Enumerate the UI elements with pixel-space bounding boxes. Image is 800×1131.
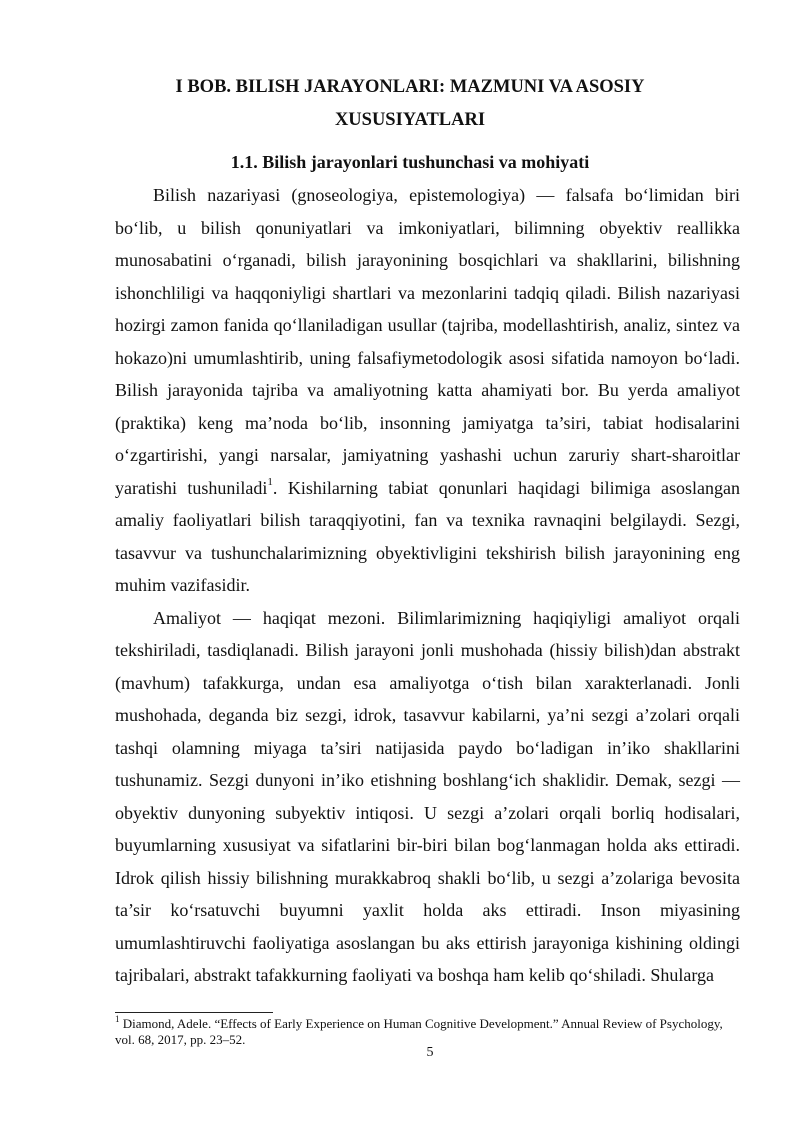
chapter-title-line-1: I BOB. BILISH JARAYONLARI: MAZMUNI VA ASOSIY: [175, 77, 645, 97]
paragraph-1: [115, 179, 740, 602]
chapter-title-line-2: XUSUSIYATLARI: [334, 110, 486, 130]
paragraph-1-part-2: . Kishilarning tabiat qonunlari haqidagi bilimiga asoslangan amaliy faoliyatlari bilish taraqqiyotini, fan va texnika ravnaqini belgilaydi. Sezgi, tasavvur va tushunchalarimizning obyektivligini tekshirish bilish jarayonining eng muhim vazifasidir.: [115, 477, 740, 595]
footnote-number: 1: [115, 1013, 120, 1024]
body-text: [115, 179, 740, 992]
footnote: [115, 1013, 745, 1048]
section-heading: 1.1. Bilish jarayonlari tushunchasi va mohiyati: [230, 152, 590, 172]
footnote-text: Diamond, Adele. “Effects of Early Experience on Human Cognitive Development.” Annual Review of Psychology, vol. 68, 2017, pp. 23–52.: [115, 1016, 723, 1047]
paragraph-1-part-1: Bilish nazariyasi (gnoseologiya, epistemologiya) — falsafa bo‘limidan biri bo‘lib, u bilish qonuniyatlari va imkoniyatlari, bilimning obyektiv reallikka munosabatini o‘rganadi, bilish jarayonining bosqichlari va shakllarini, bilishning ishonchliligi va haqqoniyligi shartlari va mezonlarini tadqiq qiladi. Bilish nazariyasi hozirgi zamon fanida qo‘llaniladigan usullar (tajriba, modellashtirish, analiz, sintez va hokazo)ni umumlashtirib, uning falsafiymetodologik asosi sifatida namoyon bo‘ladi. Bilish jarayonida tajriba va amaliyotning katta ahamiyati bor. Bu yerda amaliyot (praktika) keng ma’noda bo‘lib, insonning jamiyatga ta’siri, tabiat hodisalarini o‘zgartirishi, yangi narsalar, jamiyatning yashashi uchun zaruriy shart-sharoitlar yaratishi tushuniladi: [115, 185, 740, 498]
paragraph-2: Amaliyot — haqiqat mezoni. Bilimlarimizning haqiqiyligi amaliyot orqali tekshiriladi, tasdiqlanadi. Bilish jarayoni jonli mushohada (hissiy bilish)dan abstrakt (mavhum) tafakkurga, undan esa amaliyotga o‘tish bilan xarakterlanadi. Jonli mushohada, deganda biz sezgi, idrok, tasavvur kabilarni, ya’ni sezgi a’zolari orqali tashqi olamning miyaga ta’siri natijasida paydo bo‘ladigan in’iko shakllarini tushunamiz. Sezgi dunyoni in’iko etishning boshlang‘ich shaklidir. Demak, sezgi — obyektiv dunyoning subyektiv intiqosi. U sezgi a’zolari orqali borliq hodisalari, buyumlarning xususiyat va sifatlarini bir-biri bilan bog‘lanmagan holda aks ettiradi. Idrok qilish hissiy bilishning murakkabroq shakli bo‘lib, u sezgi a’zolariga bevosita ta’sir ko‘rsatuvchi buyumni yaxlit holda aks ettiradi. Inson miyasining umumlashtiruvchi faoliyatiga asoslangan bu aks ettirish jarayoniga kishining oldingi tajribalari, abstrakt tafakkurning faoliyati va boshqa ham kelib qo‘shiladi. Shularga: [115, 607, 740, 985]
footnote-reference[interactable]: 1: [267, 475, 273, 488]
page-number: 5: [426, 1045, 434, 1060]
footnote-separator: [115, 1012, 273, 1013]
